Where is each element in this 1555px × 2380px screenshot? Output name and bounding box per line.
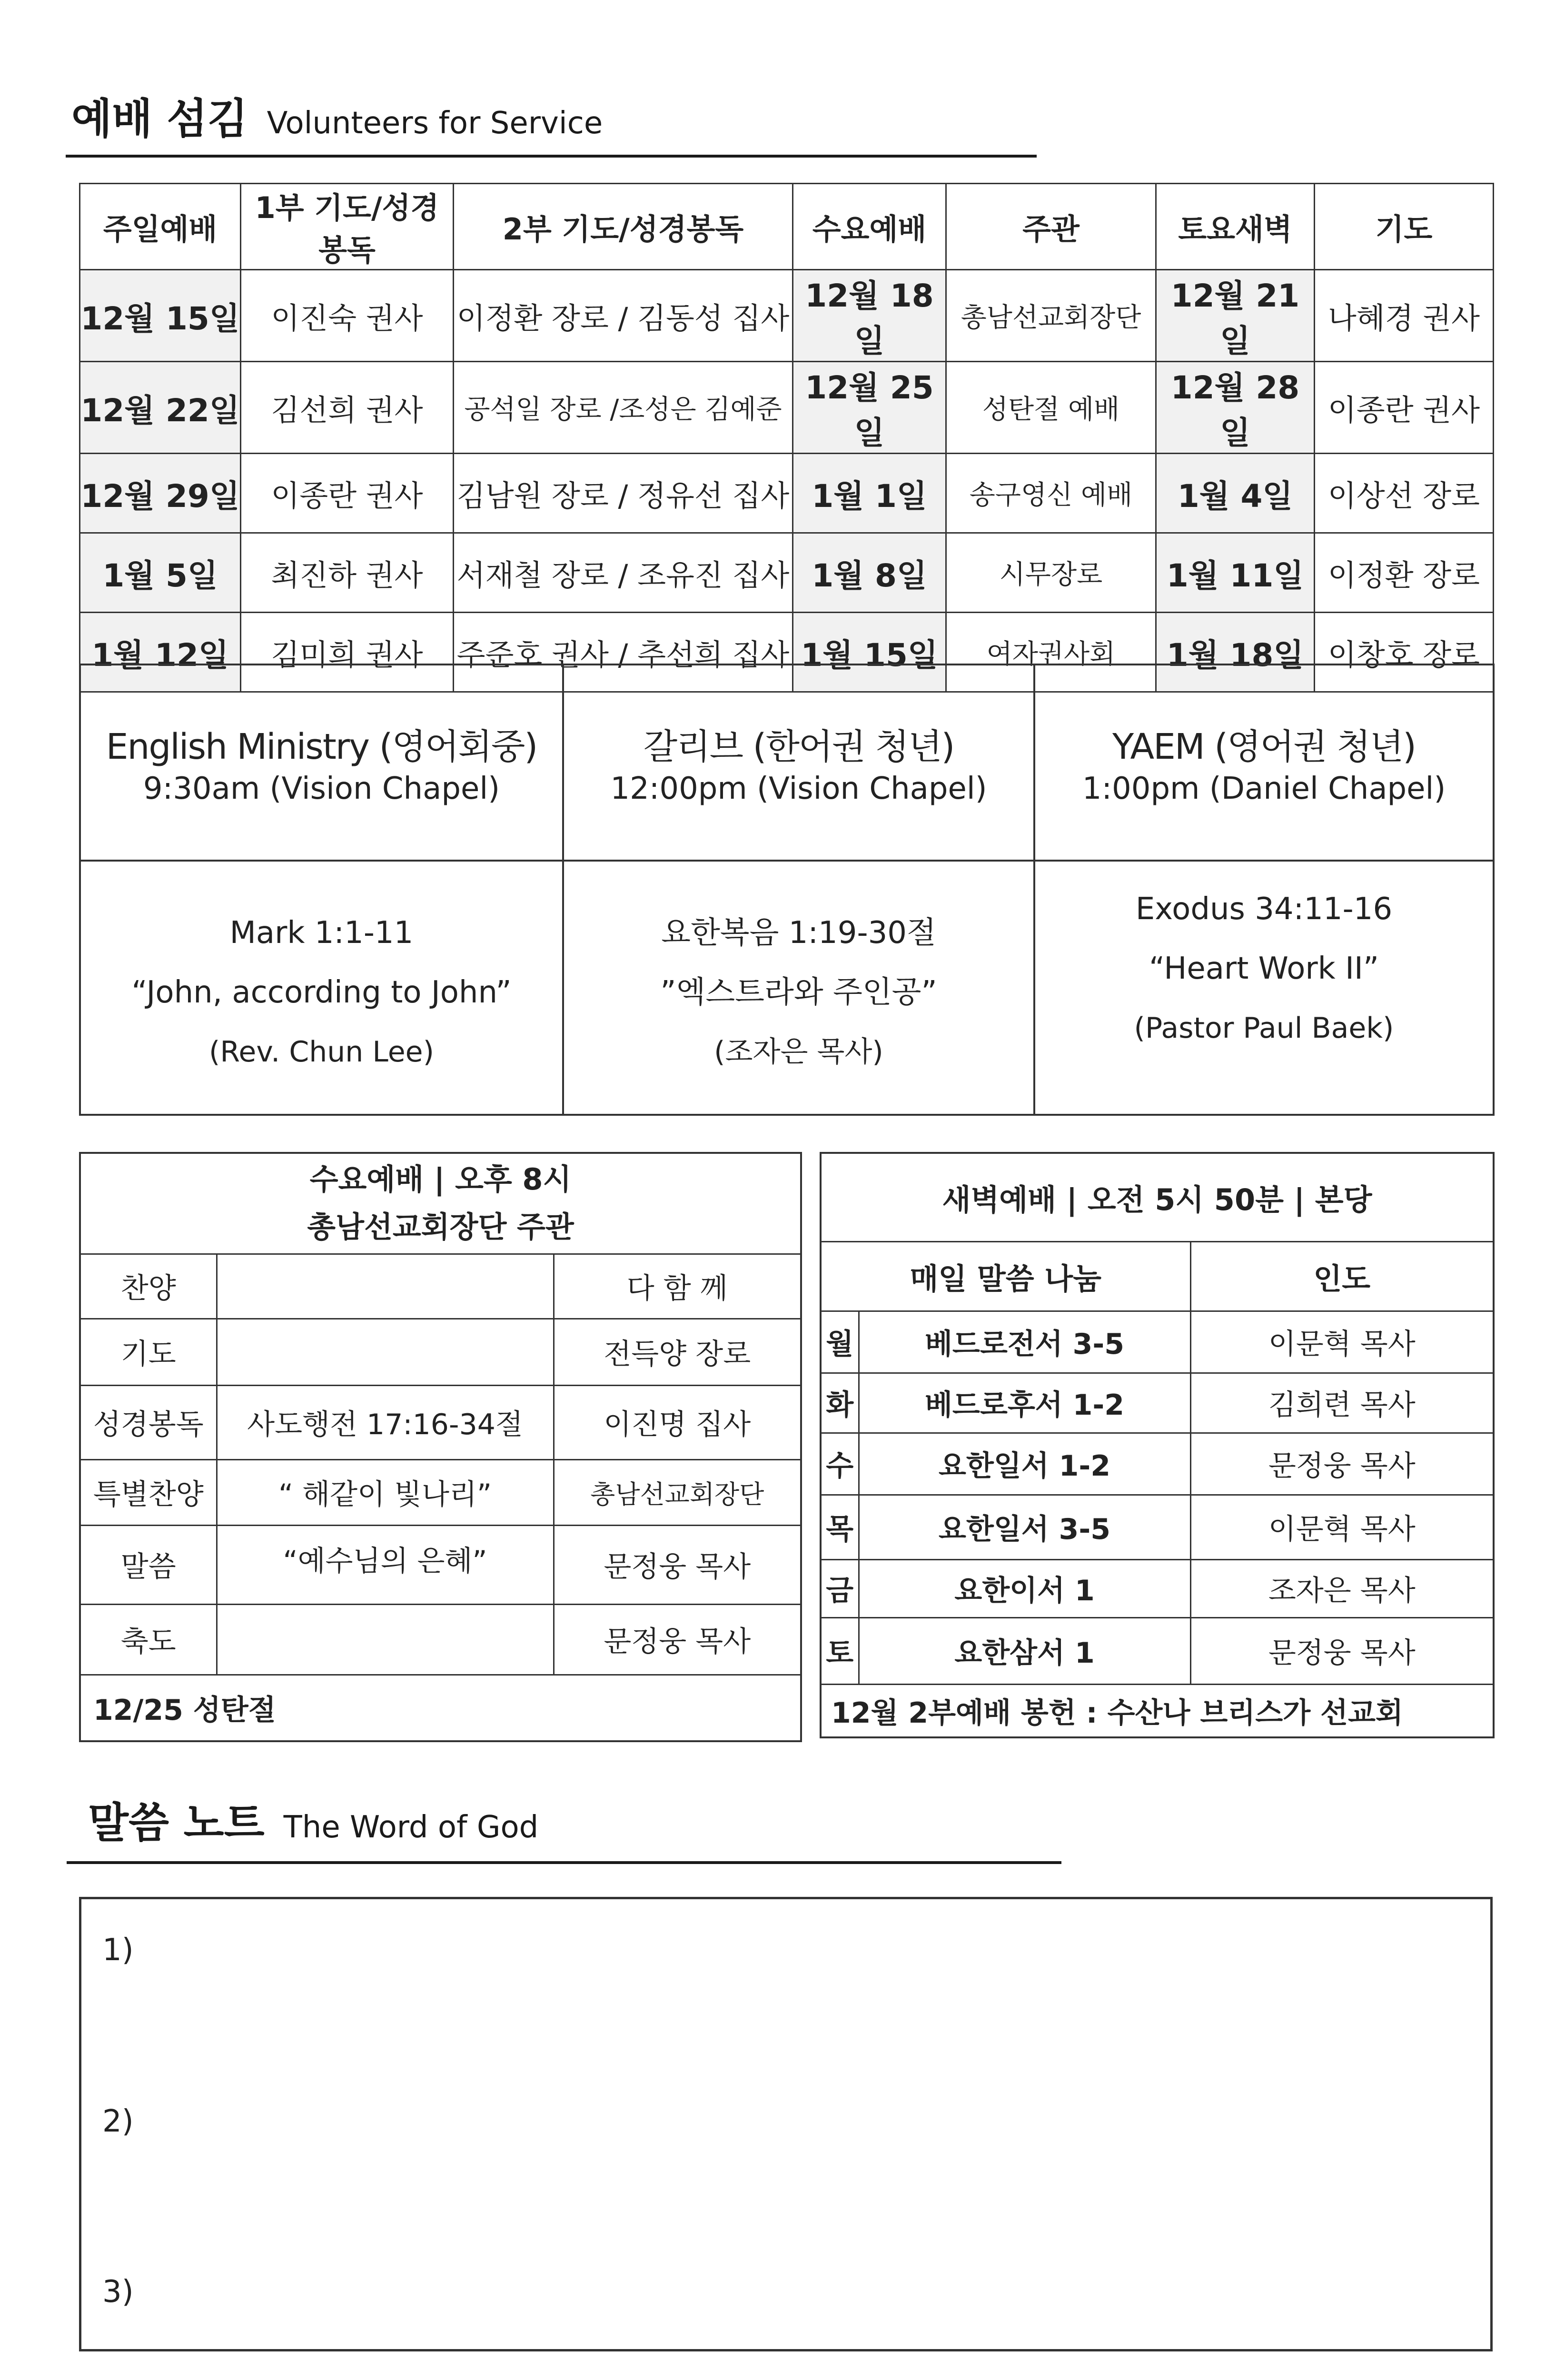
dawn-day: 월 bbox=[821, 1311, 859, 1373]
wednesday-date: 1월 8일 bbox=[793, 533, 946, 613]
prayer-volunteer: 이정환 장로 bbox=[1315, 533, 1494, 613]
order-label: 말씀 bbox=[80, 1525, 217, 1604]
dawn-day: 금 bbox=[821, 1559, 859, 1617]
table-row bbox=[80, 1525, 801, 1604]
table-row bbox=[80, 1254, 801, 1319]
sermon-passage: Mark 1:1-11 bbox=[229, 915, 414, 951]
host: 송구영신 예배 bbox=[946, 454, 1156, 533]
second-service-volunteer: 공석일 장로 /조성은 김예준 bbox=[454, 362, 793, 454]
ministry-yaem bbox=[1034, 664, 1494, 861]
ministry-time: 12:00pm (Vision Chapel) bbox=[610, 771, 987, 806]
order-person: 총남선교회장단 bbox=[554, 1459, 801, 1525]
sunday-date: 12월 29일 bbox=[80, 454, 241, 533]
dawn-col-sharing: 매일 말씀 나눔 bbox=[821, 1241, 1190, 1311]
sermon-english bbox=[80, 861, 563, 1115]
first-service-volunteer: 김선희 권사 bbox=[241, 362, 454, 454]
wednesday-date: 1월 15일 bbox=[793, 613, 946, 692]
order-label: 특별찬양 bbox=[80, 1459, 217, 1525]
header-second-service: 2부 기도/성경봉독 bbox=[454, 184, 793, 270]
table-row bbox=[821, 1373, 1494, 1433]
volunteers-header-row bbox=[80, 184, 1494, 270]
dawn-leader: 문정웅 목사 bbox=[1190, 1433, 1494, 1495]
second-service-volunteer: 이정환 장로 / 김동성 집사 bbox=[454, 270, 793, 362]
sunday-date: 1월 12일 bbox=[80, 613, 241, 692]
sermon-galib bbox=[563, 861, 1034, 1115]
header-host: 주관 bbox=[946, 184, 1156, 270]
second-service-volunteer: 서재철 장로 / 조유진 집사 bbox=[454, 533, 793, 613]
order-content bbox=[217, 1254, 554, 1319]
host: 여자권사회 bbox=[946, 613, 1156, 692]
dawn-book: 요한삼서 1 bbox=[859, 1617, 1190, 1684]
table-row bbox=[80, 1459, 801, 1525]
notes-title-rule bbox=[67, 1861, 1061, 1864]
wednesday-header bbox=[80, 1153, 801, 1254]
order-person: 이진명 집사 bbox=[554, 1385, 801, 1459]
order-content bbox=[217, 1604, 554, 1675]
sunday-date: 12월 15일 bbox=[80, 270, 241, 362]
dawn-service-table bbox=[820, 1152, 1495, 1738]
first-service-volunteer: 이진숙 권사 bbox=[241, 270, 454, 362]
wednesday-date: 1월 1일 bbox=[793, 454, 946, 533]
wednesday-title bbox=[80, 1153, 801, 1254]
dawn-leader: 이문혁 목사 bbox=[1190, 1311, 1494, 1373]
table-row bbox=[80, 1319, 801, 1385]
volunteers-table bbox=[79, 183, 1494, 693]
order-content: 사도행전 17:16-34절 bbox=[217, 1385, 554, 1459]
ministry-english bbox=[80, 664, 563, 861]
prayer-volunteer: 나혜경 권사 bbox=[1315, 270, 1494, 362]
wednesday-footer bbox=[80, 1675, 801, 1741]
sermon-yaem bbox=[1034, 861, 1494, 1115]
sermon-preacher: (Rev. Chun Lee) bbox=[209, 1035, 434, 1069]
table-row bbox=[80, 1385, 801, 1459]
ministry-galib bbox=[563, 664, 1034, 861]
sermon-passage: 요한복음 1:19-30절 bbox=[661, 915, 936, 951]
dawn-col-leader: 인도 bbox=[1190, 1241, 1494, 1311]
wednesday-service-table bbox=[79, 1152, 802, 1742]
table-row bbox=[80, 1604, 801, 1675]
wednesday-note: 12/25 성탄절 bbox=[80, 1675, 801, 1741]
order-label: 성경봉독 bbox=[80, 1385, 217, 1459]
order-person: 전득양 장로 bbox=[554, 1319, 801, 1385]
header-first-service: 1부 기도/성경봉독 bbox=[241, 184, 454, 270]
order-content: “ 해같이 빛나리” bbox=[217, 1459, 554, 1525]
wednesday-title-host: 총남선교회장단 주관 bbox=[307, 1210, 574, 1245]
table-row bbox=[80, 533, 1494, 613]
ministries-header-row bbox=[80, 664, 1494, 861]
table-row bbox=[821, 1617, 1494, 1684]
table-row bbox=[821, 1433, 1494, 1495]
saturday-date: 12월 28일 bbox=[1156, 362, 1315, 454]
first-service-volunteer: 김미희 권사 bbox=[241, 613, 454, 692]
sermon-preacher: (조자은 목사) bbox=[714, 1035, 883, 1069]
first-service-volunteer: 최진하 권사 bbox=[241, 533, 454, 613]
header-prayer: 기도 bbox=[1315, 184, 1494, 270]
dawn-book: 베드로후서 1-2 bbox=[859, 1373, 1190, 1433]
header-wednesday: 수요예배 bbox=[793, 184, 946, 270]
table-row bbox=[80, 362, 1494, 454]
host: 시무장로 bbox=[946, 533, 1156, 613]
ministry-name: 갈리브 (한어권 청년) bbox=[643, 726, 954, 767]
ministry-name: YAEM (영어권 청년) bbox=[1112, 726, 1416, 767]
notes-title bbox=[88, 1790, 538, 1850]
sunday-date: 12월 22일 bbox=[80, 362, 241, 454]
dawn-day: 화 bbox=[821, 1373, 859, 1433]
header-saturday-dawn: 토요새벽 bbox=[1156, 184, 1315, 270]
note-item: 1) bbox=[102, 1933, 134, 1968]
dawn-offering-note: 12월 2부예배 봉헌 : 수산나 브리스가 선교회 bbox=[821, 1684, 1494, 1737]
order-label: 축도 bbox=[80, 1604, 217, 1675]
dawn-day: 수 bbox=[821, 1433, 859, 1495]
order-person: 다 함 께 bbox=[554, 1254, 801, 1319]
order-person: 문정웅 목사 bbox=[554, 1604, 801, 1675]
dawn-subheader bbox=[821, 1241, 1494, 1311]
sermon-title: “Heart Work II” bbox=[1149, 951, 1379, 986]
volunteers-title-ko: 예배 섬김 bbox=[71, 94, 248, 143]
table-row bbox=[80, 454, 1494, 533]
notes-box[interactable] bbox=[79, 1897, 1493, 2351]
table-row bbox=[821, 1495, 1494, 1559]
host: 성탄절 예배 bbox=[946, 362, 1156, 454]
prayer-volunteer: 이창호 장로 bbox=[1315, 613, 1494, 692]
sermon-title: ”엑스트라와 주인공” bbox=[660, 974, 937, 1010]
table-row bbox=[821, 1559, 1494, 1617]
order-person: 문정웅 목사 bbox=[554, 1525, 801, 1604]
dawn-book: 요한일서 1-2 bbox=[859, 1433, 1190, 1495]
second-service-volunteer: 김남원 장로 / 정유선 집사 bbox=[454, 454, 793, 533]
saturday-date: 1월 4일 bbox=[1156, 454, 1315, 533]
ministry-time: 9:30am (Vision Chapel) bbox=[143, 771, 500, 806]
saturday-date: 1월 11일 bbox=[1156, 533, 1315, 613]
order-label: 찬양 bbox=[80, 1254, 217, 1319]
wednesday-date: 12월 25일 bbox=[793, 362, 946, 454]
dawn-header bbox=[821, 1153, 1494, 1241]
sunday-date: 1월 5일 bbox=[80, 533, 241, 613]
dawn-leader: 조자은 목사 bbox=[1190, 1559, 1494, 1617]
note-item: 2) bbox=[102, 2104, 134, 2139]
ministries-sermon-row bbox=[80, 861, 1494, 1115]
dawn-footer bbox=[821, 1684, 1494, 1737]
header-sunday: 주일예배 bbox=[80, 184, 241, 270]
volunteers-title-rule bbox=[66, 155, 1037, 158]
prayer-volunteer: 이상선 장로 bbox=[1315, 454, 1494, 533]
ministries-table bbox=[79, 664, 1495, 1116]
saturday-date: 1월 18일 bbox=[1156, 613, 1315, 692]
dawn-book: 요한이서 1 bbox=[859, 1559, 1190, 1617]
wednesday-date: 12월 18일 bbox=[793, 270, 946, 362]
dawn-day: 토 bbox=[821, 1617, 859, 1684]
dawn-title: 새벽예배 | 오전 5시 50분 | 본당 bbox=[821, 1153, 1494, 1241]
saturday-date: 12월 21일 bbox=[1156, 270, 1315, 362]
ministry-name: English Ministry (영어회중) bbox=[106, 726, 537, 767]
order-label: 기도 bbox=[80, 1319, 217, 1385]
prayer-volunteer: 이종란 권사 bbox=[1315, 362, 1494, 454]
sermon-passage: Exodus 34:11-16 bbox=[1135, 891, 1393, 927]
dawn-book: 베드로전서 3-5 bbox=[859, 1311, 1190, 1373]
notes-title-en: The Word of God bbox=[283, 1810, 539, 1845]
note-item: 3) bbox=[102, 2274, 134, 2310]
second-service-volunteer: 주준호 권사 / 추선희 집사 bbox=[454, 613, 793, 692]
order-content: “예수님의 은혜” bbox=[217, 1525, 554, 1604]
volunteers-title-en: Volunteers for Service bbox=[267, 106, 603, 141]
wednesday-title-time: 수요예배 | 오후 8시 bbox=[309, 1162, 572, 1197]
first-service-volunteer: 이종란 권사 bbox=[241, 454, 454, 533]
host: 총남선교회장단 bbox=[946, 270, 1156, 362]
dawn-leader: 이문혁 목사 bbox=[1190, 1495, 1494, 1559]
sermon-preacher: (Pastor Paul Baek) bbox=[1134, 1011, 1394, 1045]
sermon-title: “John, according to John” bbox=[131, 974, 512, 1010]
order-content bbox=[217, 1319, 554, 1385]
ministry-time: 1:00pm (Daniel Chapel) bbox=[1082, 771, 1446, 806]
dawn-book: 요한일서 3-5 bbox=[859, 1495, 1190, 1559]
notes-title-ko: 말씀 노트 bbox=[88, 1798, 265, 1847]
table-row bbox=[80, 270, 1494, 362]
dawn-leader: 문정웅 목사 bbox=[1190, 1617, 1494, 1684]
volunteers-title bbox=[71, 86, 603, 146]
table-row bbox=[821, 1311, 1494, 1373]
dawn-day: 목 bbox=[821, 1495, 859, 1559]
dawn-leader: 김희련 목사 bbox=[1190, 1373, 1494, 1433]
